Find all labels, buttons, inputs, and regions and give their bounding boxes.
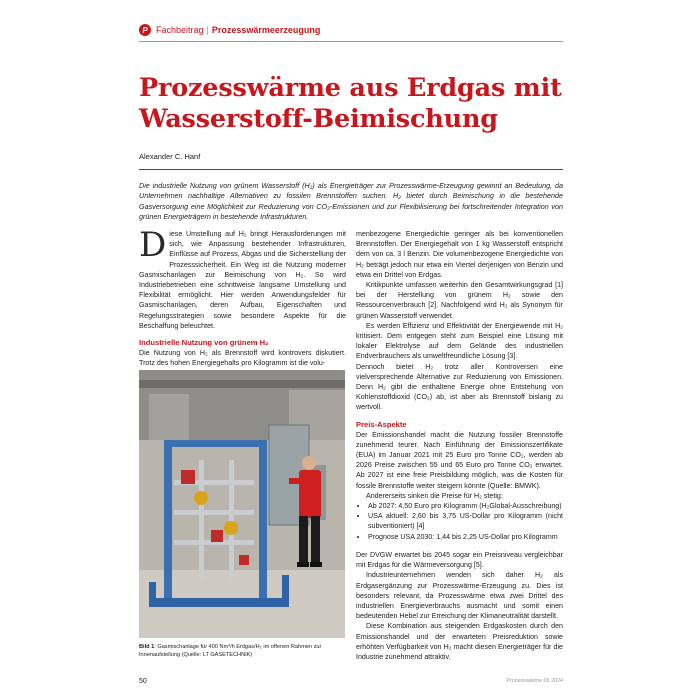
left-column [139,225,346,368]
magazine-logo-icon: P [139,24,151,36]
section-heading-price-aspects: Preis-Aspekte [356,419,407,429]
right-paragraph-7: Der DVGW erwartet bis 2045 sogar ein Preisniveau vergleichbar mit Erdgas für die Wärmeversorgung [5]. [356,550,563,570]
photo-caption [139,643,347,659]
article-title: Prozesswärme aus Erdgas mit Wasserstoff-Beimischung [139,73,562,134]
right-column [356,229,563,662]
intro-paragraph [139,225,346,331]
header-category: Fachbeitrag [156,25,204,35]
header-separator: | [206,25,209,35]
intro-text: iese Umstellung auf H₂ bringt Herausforderungen mit sich, wie Anpassung bestehender Infrastrukturen, Einflüsse auf Prozess, Abgas und die Sicherstellung der Prozesssicherheit. Ein Weg ist die Nutzung moderner Gasmischanlagen zur Beimischung von H₂. So wird Industriebetrieben eine schrittweise langsame Umstellung und Flexibilität ermöglicht. Hier werden Anwendungsfelder für Gasmischanlagen, deren Aufbau, Eigenschaften und Regelungsstrategien sowie besondere Aspekte für die Beschaffung beleuchtet. [139,230,346,330]
article-photo [139,370,345,638]
bullet-item: • Prognose USA 2030: 1,44 bis 2,25 US-Dollar pro Kilogramm [368,532,563,542]
right-paragraph-1: menbezogene Energiedichte geringer als bei konventionellen Brennstoffen. Der Energiegehalt von 1 kg Wasserstoff entspricht dem von ca. 3 l Benzin. Die volumenbezogene Energiedichte von H₂ beträgt jedoch nur etwa ein Viertel derjenigen von Benzin und etwa ein Drittel von Erdgas. [356,230,563,279]
drop-cap: D [139,225,167,265]
bullet-item: • Ab 2027: 4,50 Euro pro Kilogramm (H₂Global-Ausschreibung) [368,501,563,511]
price-bullet-list [356,501,563,542]
right-paragraph-5: Der Emissionshandel macht die Nutzung fossiler Brennstoffe zunehmend teurer. Nach Einführung der Emissionszertifikate (EUA) im Januar 2021 mit 25 Euro pro Tonne CO₂, werden ab 2026 Preise zwischen 55 und 65 Euro pro Tonne CO₂ erwartet. Ab 2027 ist eine freie Preisbildung möglich, was die Kosten für fossile Brennstoffe weiter steigern könnte (Quelle: BMWK). [356,430,563,490]
section-heading-industrial-use: Industrielle Nutzung von grünem H₂ [139,338,269,348]
right-paragraph-4: Dennoch bietet H₂ trotz aller Kontroversen eine vielversprechende Alternative zur Reduzierung von Emissionen. Denn H₂ gibt die enthaltene Energie ohne Entstehung von Kohlenstoffdioxid (CO₂) ab, ist aber als Brennstoff bislang zu wertvoll. [356,362,563,412]
right-paragraph-2: Kritikpunkte umfassen weiterhin den Gesamtwirkungsgrad [1] bei der Herstellung von grünem H₂ sowie den Ressourcenverbrauch [2]. Nachfolgend wird H₂ als Synonym für grünen Wasserstoff verwendet. [356,281,563,320]
gas-mixing-plant-illustration [139,370,345,638]
page-number: 50 [139,678,147,685]
right-paragraph-9: Diese Kombination aus steigenden Erdgaskosten durch den Emissionshandel und der erwarteten Preisreduktion sowie erhöhten Verfügbarkeit von H₂ macht diesen Energieträger für die Industrie zunehmend attraktiv. [356,622,563,661]
header-divider [139,41,563,42]
article-author: Alexander C. Hanf [139,152,201,161]
title-divider [139,169,563,170]
right-paragraph-3: Es werden Effizienz und Effektivität der Energiewende mit H₂ kritisiert. Dem entgegen steht zum Beispiel eine Lösung mit lokaler Elektrolyse auf dem Gelände des industriellen Endverbrauchers als umweltfreundliche Lösung [3]. [356,321,563,361]
page-header [139,19,320,41]
right-paragraph-6: Andererseits sinken die Preise für H₂ stetig: [366,491,503,500]
issue-footer: Prozesswärme 06 2024 [506,678,563,684]
caption-label: Bild 1 [139,644,155,650]
section1-paragraph: Die Nutzung von H₂ als Brennstoff wird kontrovers diskutiert. Trotz des hohen Energiegehalts pro Kilogramm ist die volu- [139,349,346,368]
bullet-item: • USA aktuell: 2,60 bis 3,75 US-Dollar pro Kilogramm (nicht subventioniert) [4] [368,511,563,531]
header-subcategory: Prozesswärmeerzeugung [211,25,321,35]
right-paragraph-8: Industrieunternehmen wenden sich daher H₂ als Erdgasergänzung zur Prozesswärme-Erzeugung zu. Dies ist besonders relevant, da Prozesswärme etwa zwei Drittel des industriellen Energieverbrauchs ausmacht und somit einen bedeutenden Hebel zur Erreichung der Klimaneutralität darstellt. [356,571,563,621]
caption-text: : Gasmischanlage für 400 Nm³/h Erdgas/H₂ im offenen Rahmen zur Innenaufstellung (Quelle: LT GASETECHNIK) [139,644,322,658]
article-lead: Die industrielle Nutzung von grünem Wasserstoff (H₂) als Energieträger zur Prozesswärme-Erzeugung gewinnt an Bedeutung, da Unternehmen nachhaltige Alternativen zu fossilen Brennstoffen suchen. H₂ bietet durch Beimischung in die bestehende Gasversorgung eine Möglichkeit zur Reduzierung von CO₂-Emissionen und zur Flexibilisierung bei fortschreitender Integration von grünen Energieträgern in bestehende Infrastrukturen. [139,181,563,222]
